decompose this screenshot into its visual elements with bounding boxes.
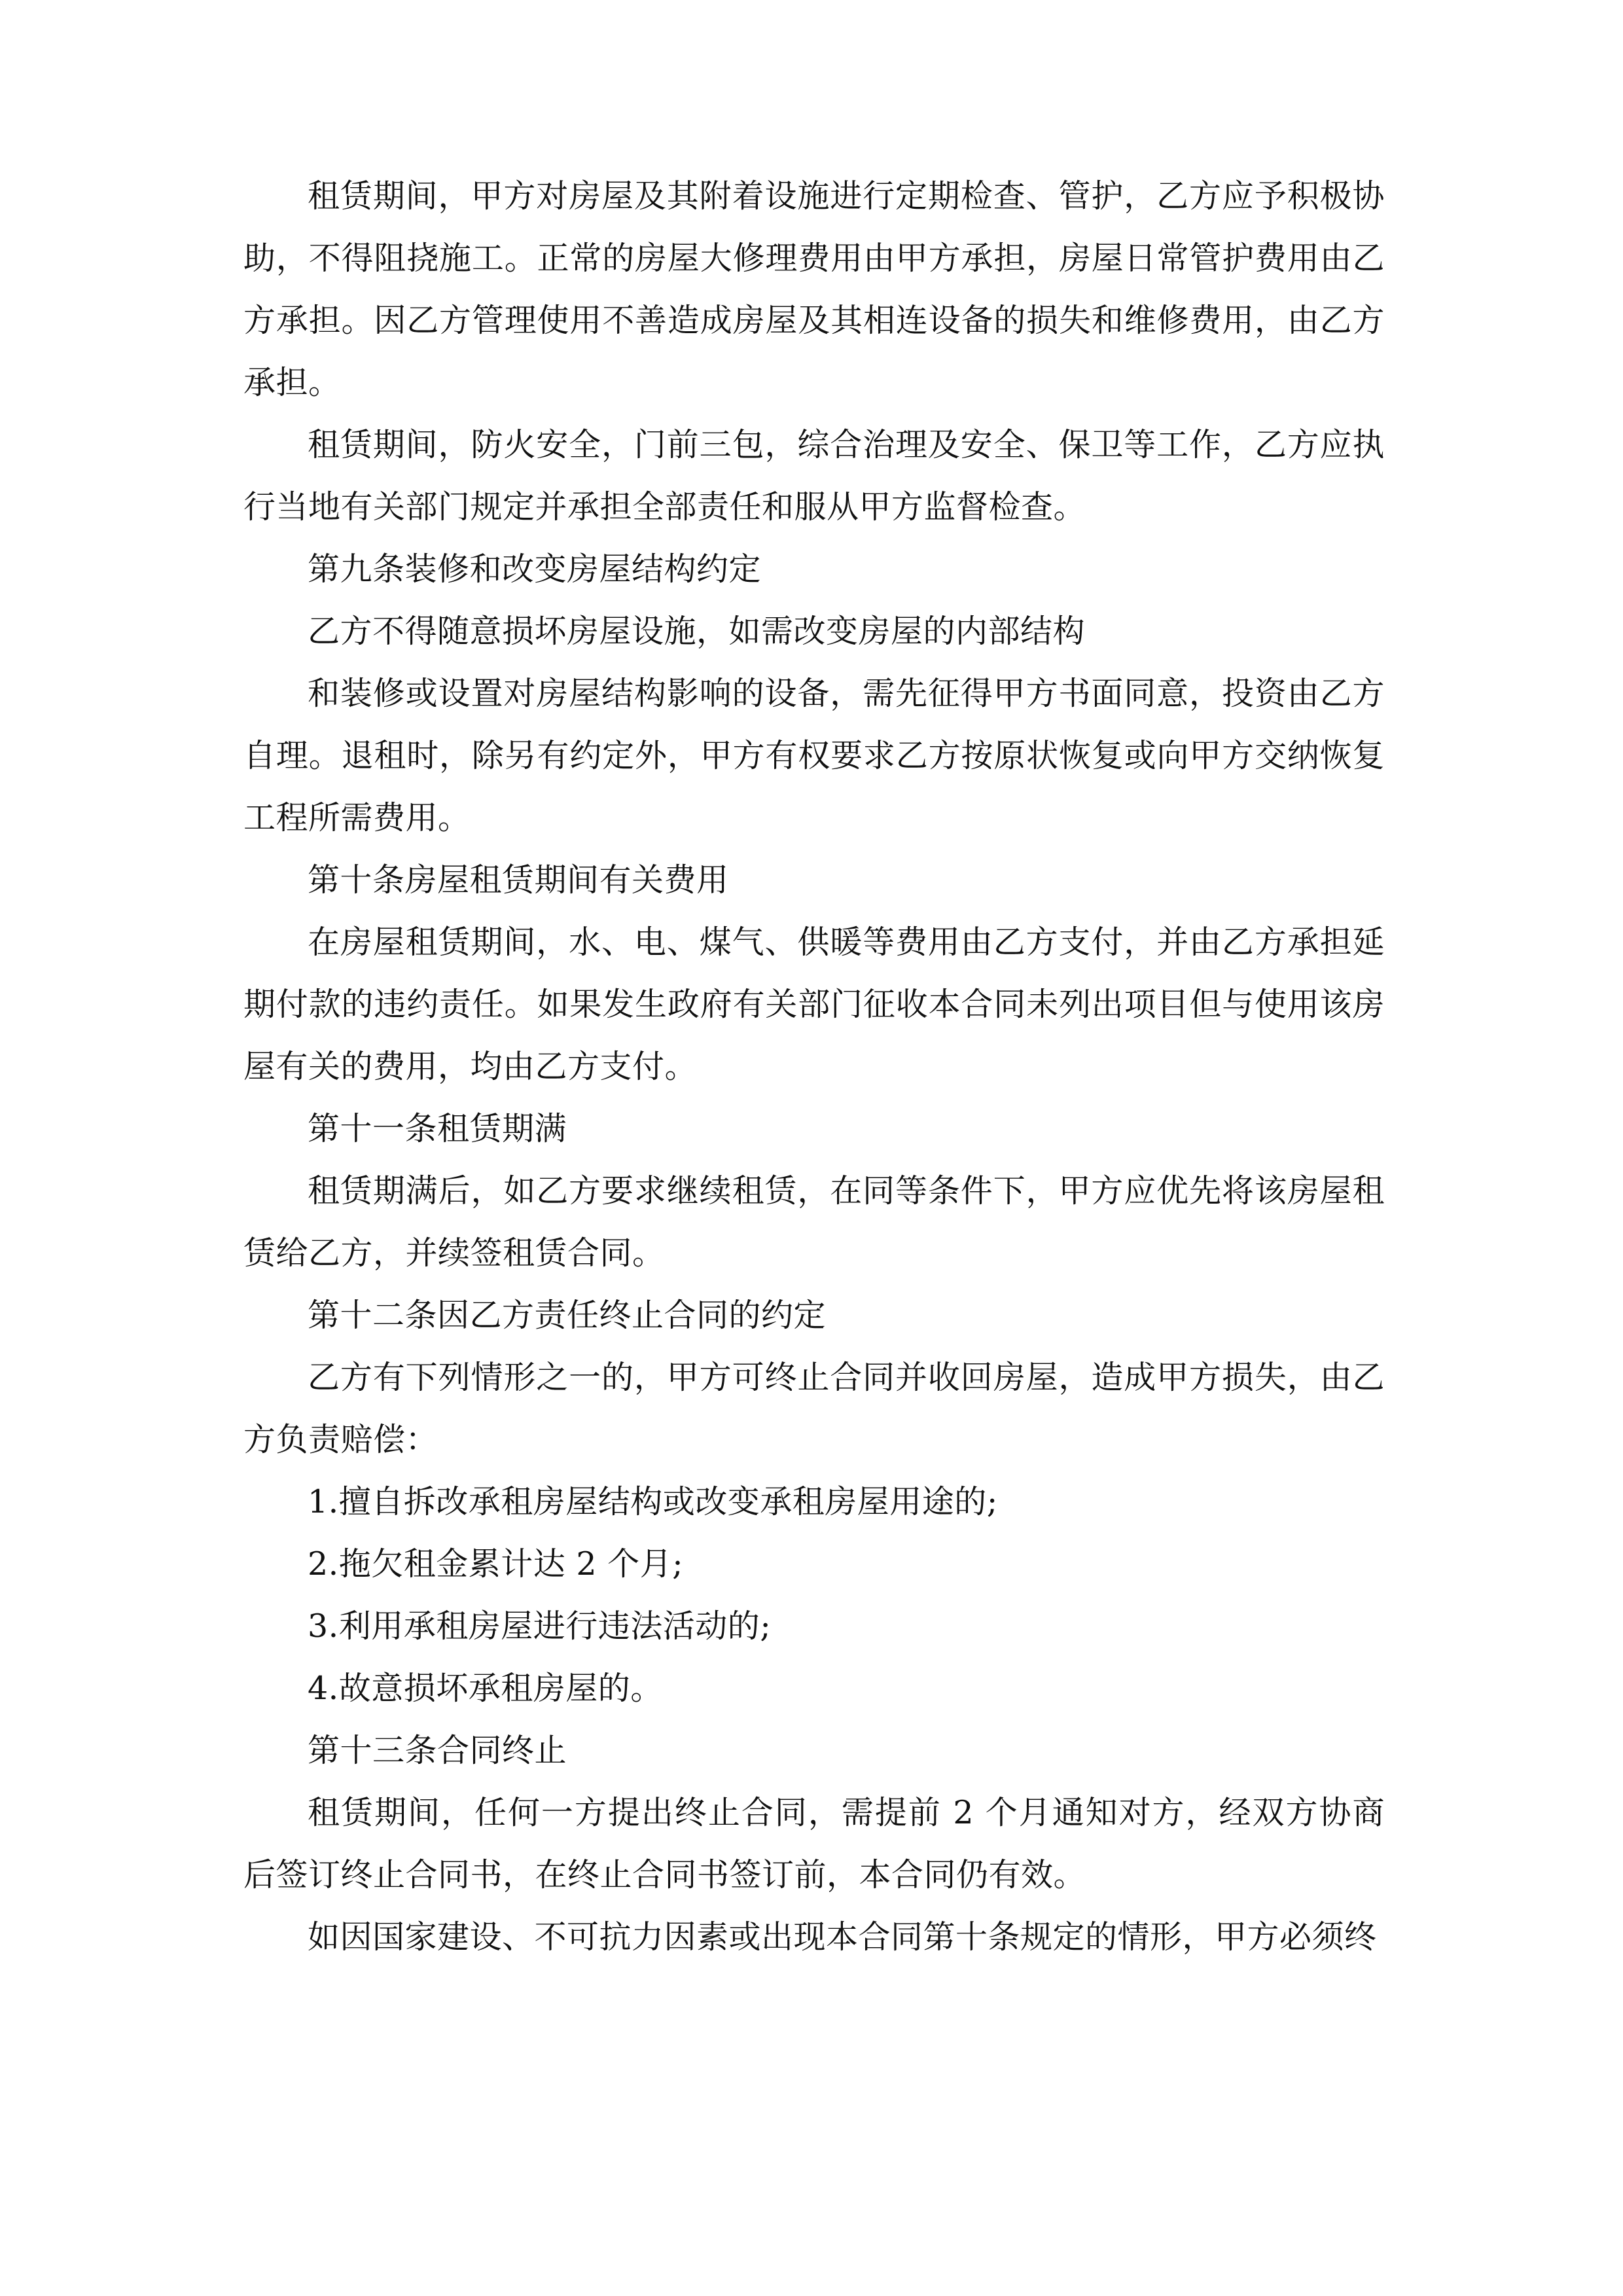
paragraph-article-9-line1: 乙方不得随意损坏房屋设施，如需改变房屋的内部结构 — [308, 613, 1086, 650]
list-item-2: 2.拖欠租金累计达 2 个月; — [308, 1545, 684, 1583]
heading-article-11: 第十一条租赁期满 — [308, 1110, 567, 1147]
heading-article-9: 第九条装修和改变房屋结构约定 — [308, 550, 762, 588]
paragraph-article-11: 租赁期满后，如乙方要求继续租赁，在同等条件下，甲方应优先将该房屋租赁给乙方，并续签租赁合同。 — [243, 1172, 1385, 1272]
list-item-3: 3.利用承租房屋进行违法活动的; — [308, 1607, 772, 1645]
paragraph-article-12: 乙方有下列情形之一的，甲方可终止合同并收回房屋，造成甲方损失，由乙方负责赔偿： — [243, 1359, 1385, 1458]
document-body — [243, 165, 1385, 1968]
paragraph-article-13-cont: 如因国家建设、不可抗力因素或出现本合同第十条规定的情形，甲方必须终 — [308, 1918, 1377, 1956]
paragraph-article-10: 在房屋租赁期间，水、电、煤气、供暖等费用由乙方支付，并由乙方承担延期付款的违约责任。如果发生政府有关部门征收本合同未列出项目但与使用该房屋有关的费用，均由乙方支付。 — [243, 924, 1385, 1085]
list-item-1: 1.擅自拆改承租房屋结构或改变承租房屋用途的; — [308, 1483, 998, 1520]
paragraph-article-13: 租赁期间，任何一方提出终止合同，需提前 2 个月通知对方，经双方协商后签订终止合同书，在终止合同书签订前，本合同仍有效。 — [243, 1794, 1385, 1893]
paragraph-maintenance: 租赁期间，甲方对房屋及其附着设施进行定期检查、管护，乙方应予积极协助，不得阻挠施工。正常的房屋大修理费用由甲方承担，房屋日常管护费用由乙方承担。因乙方管理使用不善造成房屋及其相连设备的损失和维修费用，由乙方承担。 — [243, 177, 1385, 401]
heading-article-13: 第十三条合同终止 — [308, 1732, 567, 1769]
paragraph-fire-safety: 租赁期间，防火安全，门前三包，综合治理及安全、保卫等工作，乙方应执行当地有关部门规定并承担全部责任和服从甲方监督检查。 — [243, 426, 1385, 526]
heading-article-12: 第十二条因乙方责任终止合同的约定 — [308, 1297, 827, 1334]
list-item-4: 4.故意损坏承租房屋的。 — [308, 1670, 663, 1707]
heading-article-10: 第十条房屋租赁期间有关费用 — [308, 861, 729, 899]
paragraph-article-9-line2: 和装修或设置对房屋结构影响的设备，需先征得甲方书面同意，投资由乙方自理。退租时，除另有约定外，甲方有权要求乙方按原状恢复或向甲方交纳恢复工程所需费用。 — [243, 675, 1385, 836]
